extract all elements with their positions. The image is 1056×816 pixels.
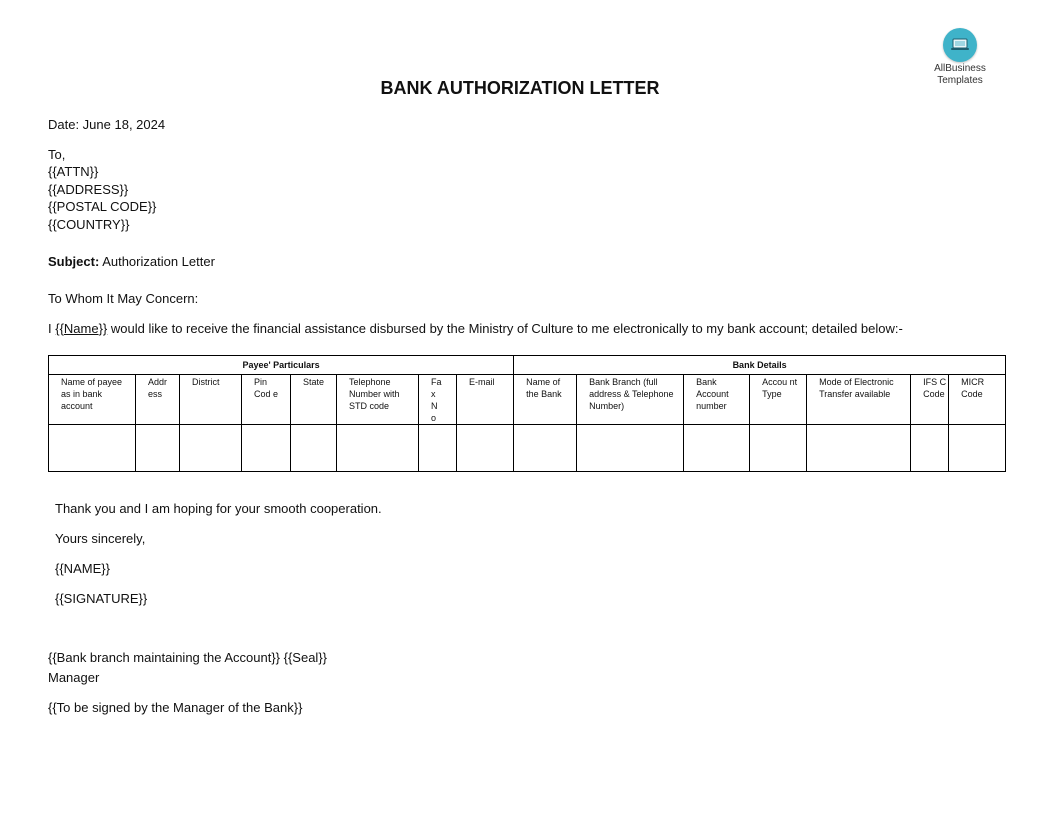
recipient-postal-code: {{POSTAL CODE}}: [48, 199, 157, 214]
header-cell-telephone: Telephone Number with STD code: [337, 375, 419, 425]
body-name-placeholder: {{Name}}: [55, 321, 108, 336]
body-paragraph: [48, 320, 903, 338]
bank-branch-seal: {{Bank branch maintaining the Account}} {{Seal}}: [48, 650, 328, 665]
header-cell-account-number: Bank Account number: [684, 375, 750, 425]
thank-you-line: Thank you and I am hoping for your smooth cooperation.: [55, 501, 382, 516]
table-cell[interactable]: [291, 425, 337, 472]
table-group-row: [49, 356, 1006, 375]
recipient-attn: {{ATTN}}: [48, 164, 99, 179]
subject-line: [48, 253, 215, 271]
logo-text-line2: Templates: [937, 75, 983, 86]
manager-signature-note: {{To be signed by the Manager of the Bank}}: [48, 700, 303, 715]
sender-name: {{NAME}}: [55, 561, 110, 576]
subject-text: Authorization Letter: [99, 254, 215, 269]
laptop-icon: [943, 28, 977, 62]
header-cell-pin-code: Pin Cod e: [242, 375, 291, 425]
table-cell[interactable]: [180, 425, 242, 472]
bank-details-table: [48, 355, 1006, 472]
header-cell-state: State: [291, 375, 337, 425]
table-cell[interactable]: [242, 425, 291, 472]
letter-date: Date: June 18, 2024: [48, 117, 166, 132]
table-cell[interactable]: [457, 425, 514, 472]
header-cell-bank-branch: Bank Branch (full address & Telephone Number): [577, 375, 684, 425]
body-rest: would like to receive the financial assistance disbursed by the Ministry of Culture to me electronically to my bank account; detailed below:-: [107, 321, 903, 336]
letter-title: BANK AUTHORIZATION LETTER: [380, 78, 660, 98]
table-header-row: [49, 375, 1006, 425]
table-cell[interactable]: [807, 425, 911, 472]
salutation: To Whom It May Concern:: [48, 291, 199, 306]
header-cell-fax-no: Fa x N o: [419, 375, 457, 425]
payee-particulars-header: Payee' Particulars: [49, 356, 514, 375]
header-cell-mode-of-transfer: Mode of Electronic Transfer available: [807, 375, 911, 425]
table-cell[interactable]: [514, 425, 577, 472]
table-row: [49, 425, 1006, 472]
header-cell-address: Addr ess: [136, 375, 180, 425]
header-cell-district: District: [180, 375, 242, 425]
recipient-country: {{COUNTRY}}: [48, 217, 130, 232]
closing-line: Yours sincerely,: [55, 531, 146, 546]
logo-text-line1: AllBusiness: [934, 63, 986, 74]
header-cell-name-of-payee: Name of payee as in bank account: [49, 375, 136, 425]
table-cell[interactable]: [684, 425, 750, 472]
header-cell-micr-code: MICR Code: [949, 375, 1006, 425]
table-cell[interactable]: [577, 425, 684, 472]
table-cell[interactable]: [136, 425, 180, 472]
table-cell[interactable]: [750, 425, 807, 472]
table-cell[interactable]: [337, 425, 419, 472]
header-cell-name-of-bank: Name of the Bank: [514, 375, 577, 425]
body-prefix: I: [48, 321, 56, 336]
table-cell[interactable]: [49, 425, 136, 472]
header-cell-account-type: Accou nt Type: [750, 375, 807, 425]
table-cell[interactable]: [419, 425, 457, 472]
bank-details-header: Bank Details: [514, 356, 1006, 375]
recipient-to: To,: [48, 147, 66, 162]
table-cell[interactable]: [949, 425, 1006, 472]
sender-signature: {{SIGNATURE}}: [55, 591, 148, 606]
subject-label: Subject:: [48, 254, 100, 269]
header-cell-email: E-mail: [457, 375, 514, 425]
manager-label: Manager: [48, 670, 100, 685]
table-cell[interactable]: [911, 425, 949, 472]
recipient-address: {{ADDRESS}}: [48, 182, 129, 197]
header-cell-ifsc-code: IFS C Code: [911, 375, 949, 425]
